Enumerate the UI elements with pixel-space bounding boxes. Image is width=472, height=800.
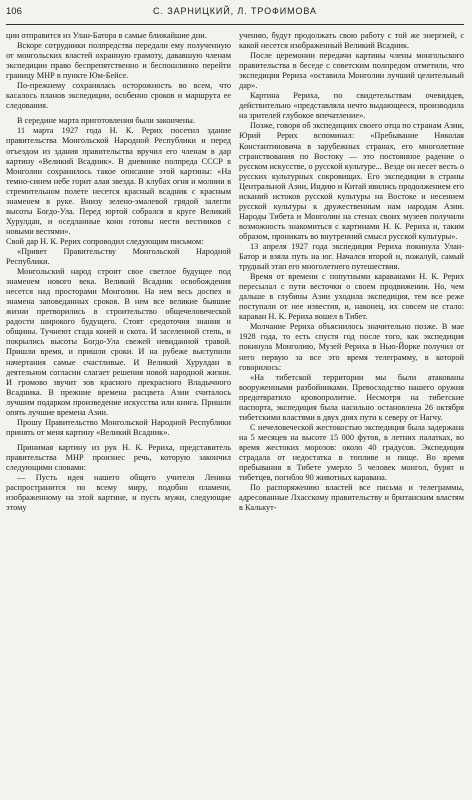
paragraph: «Привет Правительству Монгольской Народной Республики. bbox=[6, 246, 231, 267]
paragraph: — Пусть идея нашего общего учителя Ленина распространится по всему миру, подобно пламени, изображенному на этой картине, и пусть мужи, следующие этому bbox=[6, 473, 231, 513]
paragraph: Картина Рериха, по свидетельствам очевидцев, действительно «представляла нечто выдающееся, производила на зрителей глубокое впечатление». bbox=[239, 91, 464, 121]
running-head: С. ЗАРНИЦКИЙ, Л. ТРОФИМОВА bbox=[153, 6, 317, 16]
text-columns bbox=[6, 31, 464, 799]
paragraph: 11 марта 1927 года Н. К. Рерих посетил здание правительства Монгольской Народной Республики и перед отъездом из здания правительства вручил его членам в дар картину «Великий Всадник». В дневнике полпреда СССР в Монголии сохранилось такое описание этой картины: «На темно-синем небе горит алая звезда. В клубах огня и молнии в стремительном полете несется красный всадник с красным знаменем в руке. Внизу зелено-эмалевой грядой залегли высоты Богдо-Ула. Перед юртой собрался в круге Великий Хурулдан, и оседланные кони готовы нести вестников с новыми вестями». bbox=[6, 126, 231, 236]
paragraph: Прошу Правительство Монгольской Народной Республики принять от меня картину «Великий Всадник». bbox=[6, 417, 231, 437]
paragraph: ции отправится из Улан-Батора в самые ближайшие дни. bbox=[6, 31, 207, 40]
paragraph: Монгольский народ строит свое светлое будущее под знаменем нового века. Великий Всадник освобождения несется над просторами Монголии. На нем весь доспех и знамена заповеданных сроков. В нем все великие бывшие жизни претворились в строительство общечеловеческой радости широкого будущего. Стоят средоточия знания и общины. Тучнеют стада коней и скота. И заселенной степь, и покрылись высоты Богдо-Ула свежей невиданной травой. Пришли время, и пришли сроки. И на рубеже выступили начертания самые счастливые. И Великий Хурулдан в деятельном согласии слагает решения новой народной жизни. И громово звучит зов красного прекрасного Владычного Всадника. В прежние времена расцвета Азии считалось лучшим подарком произведение искусства или книга. Пришли опять лучшие времена Азии. bbox=[6, 267, 231, 417]
paragraph: После церемонии передачи картины члены монгольского правительства в беседе с советским полпредом отметили, что экспедиция Рериха «оставила Монголии лучший целительный дар». bbox=[239, 51, 464, 91]
paragraph: Принимая картину из рук Н. К. Рериха, представитель правительства МНР произнес речь, которую закончил следующими словами: bbox=[6, 442, 231, 472]
paragraph: Молчание Рериха объяснилось значительно позже. В мае 1928 года, то есть спустя год после того, как экспедиция покинула Монголию, Музей Рериха в Нью-Йорке получил от него первую за все это время телеграмму, в которой говорилось: bbox=[239, 322, 464, 372]
paragraph: учению, будут продолжать свою работу с той же энергией, с какой несется изображенный Великий Всадник. bbox=[239, 31, 464, 51]
paragraph: «На тибетской территории мы были атакованы вооруженными разбойниками. Превосходство нашего оружия предотвратило кровопролитие. Несмотря на тибетские паспорта, экспедиция была насильно остановлена 26 октября тибетскими властями в двух днях пути к северу от Нагчу. bbox=[239, 372, 464, 422]
paragraph: 13 апреля 1927 года экспедиция Рериха покинула Улан-Батор и взяла путь на юг. Начался второй и, пожалуй, самый трудный этап его многолетнего путешествия. bbox=[239, 241, 464, 272]
paragraph: По-прежнему сохранялась осторожность во всем, что касалось планов экспедиции, особенно сроков и маршрута ее следования. bbox=[6, 81, 231, 111]
right-column bbox=[239, 31, 464, 799]
paragraph: По распоряжению властей все письма и телеграммы, адресованные Лхасскому правительству и британским властям в Калькут- bbox=[239, 483, 464, 513]
page-header bbox=[6, 6, 464, 25]
paragraph: В середине марта приготовления были закончены. bbox=[17, 116, 195, 126]
paragraph: Вскоре сотрудники полпредства передали ему полученную от монгольских властей охранную грамоту, дававшую членам экспедиции право беспрепятственно и беспошлинно перейти границу МНР в пункте Юм-Бейсе. bbox=[6, 41, 231, 81]
paragraph: Свой дар Н. К. Рерих сопроводил следующим письмом: bbox=[6, 236, 204, 246]
paragraph: С нечеловеческой жестокостью экспедиция была задержана на 5 месяцев на высоте 15 000 футов, в летних палатках, во время жестоких морозов: около 40 градусов. Экспедиция страдала от недостатка в топливе и пище. Во время пребывания в Тибете умерло 5 человек монгол, бурят и тибетцев, погибло 90 животных каравана. bbox=[239, 422, 464, 483]
paragraph: Время от времени с попутными караванами Н. К. Рерих пересылал с пути весточки о своем продвижении. Но, чем дальше в глубины Азии уходила экспедиция, тем все реже поступали от нее известия, и, наконец, их совсем не стало: караван Н. К. Рериха вошел в Тибет. bbox=[239, 272, 464, 322]
page-number: 106 bbox=[6, 6, 22, 17]
left-column bbox=[6, 31, 231, 799]
paragraph: Позже, говоря об экспедициях своего отца по странам Азии, Юрий Рерих вспоминал: «Пребывание Николая Константиновича в зарубежных странах, его многолетние странствования по Востоку — это постоянное радение о русском искусстве, о русской культуре... Везде он несет весть о русских культурных сокровищах. Его экспедиции в страны Центральной Азии, Индию и Китай явились продолжением его исканий истоков русской культуры на Востоке и несением русской культуры к дружественным нам народам Азии. Народы Тибета и Монголии на стенах своих музеев получили возможность знакомиться с картинами Н. К. Рериха и, таким образом, проникать во внутренний смысл русской культуры». bbox=[239, 121, 464, 241]
